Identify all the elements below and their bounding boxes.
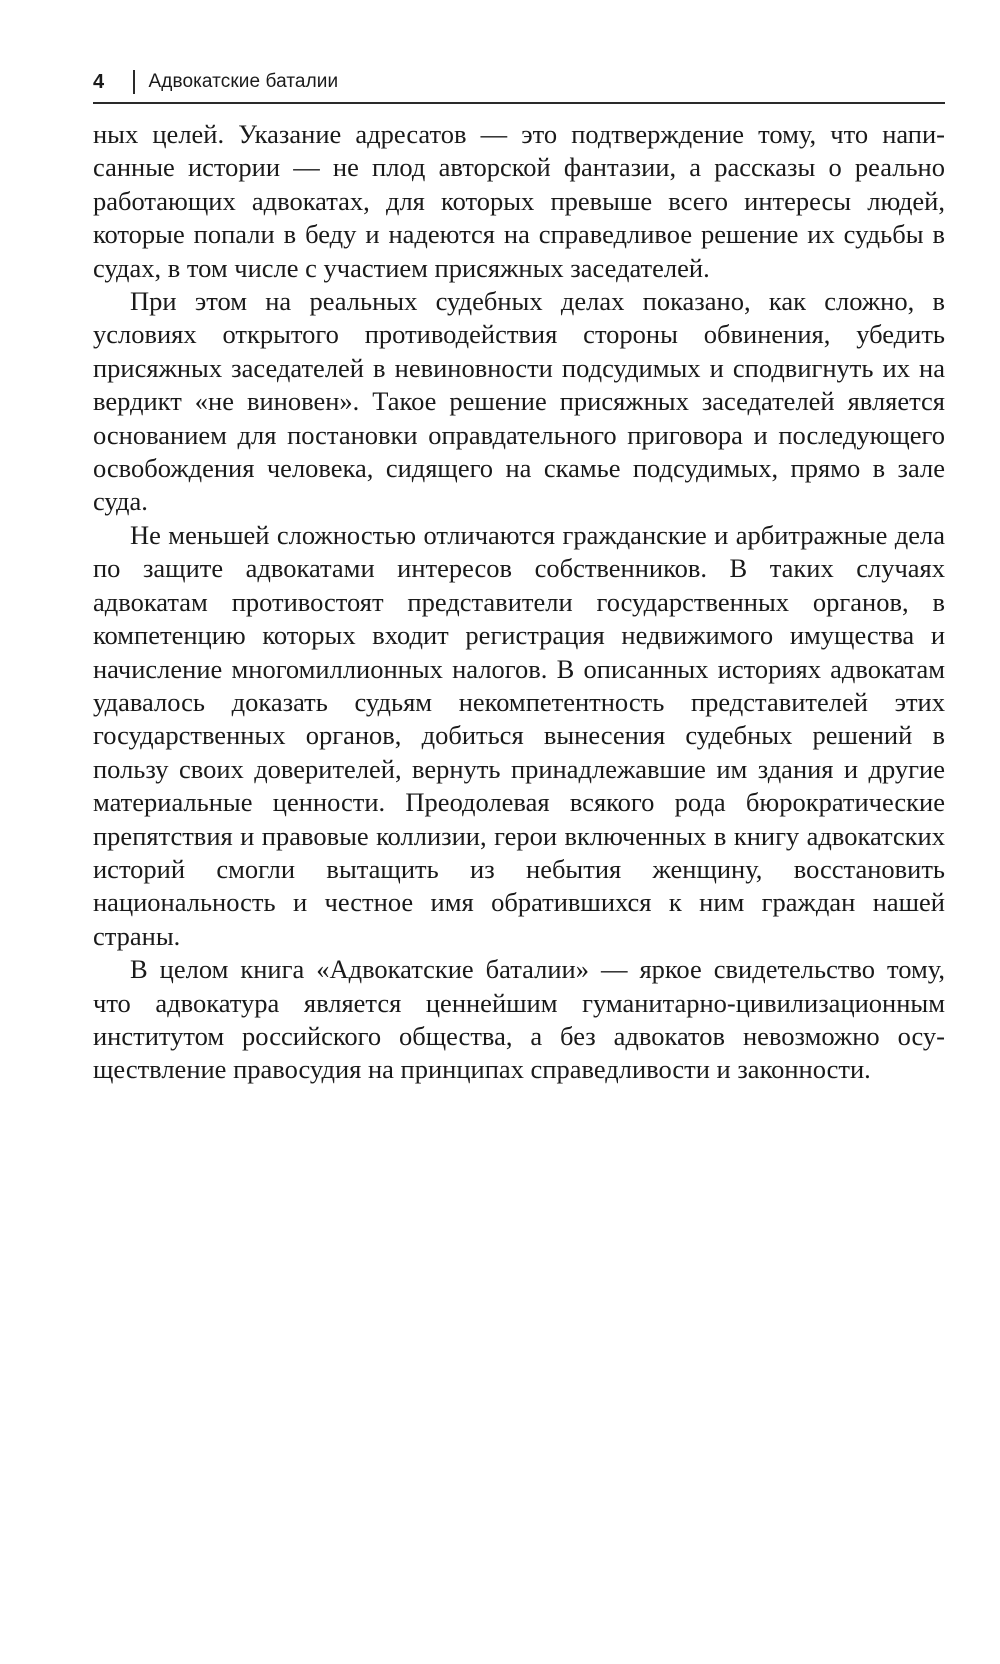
paragraph-2: При этом на реальных судебных делах показано, как сложно, в условиях открытого противодействия стороны обвинения, убедить присяжных заседателей в невиновности подсудимых и сподвигнуть их на вердикт «не виновен». Такое решение присяжных заседателей является основанием для постановки оправдательного приговора и последующего освобождения человека, сидящего на скамье подсудимых, прямо в зале суда. — [93, 286, 945, 517]
paragraph-4: В целом книга «Адвокатские баталии» — яркое свидетельство тому, что адвокатура является ценнейшим гуманитарно-цивилизационным институтом российского общества, а без адвокатов невозможно осуществление правосудия на принципах справедливости и законности. — [93, 954, 945, 1085]
header-divider — [133, 70, 135, 94]
running-title: Адвокатские баталии — [148, 71, 339, 92]
body-text — [93, 118, 945, 1087]
page-number: 4 — [93, 71, 105, 93]
paragraph-1: ных целей. Указание адресатов — это подтверждение тому, что написанные истории — не плод авторской фантазии, а рассказы о реально работающих адвокатах, для которых превыше всего интересы людей, которые попали в беду и надеются на справедливое решение их судьбы в судах, в том числе с участием присяжных заседателей. — [93, 119, 945, 283]
paragraph-3: Не меньшей сложностью отличаются гражданские и арбитражные дела по защите адвокатами интересов собственников. В таких случаях адвокатам противостоят представители государственных органов, в компетенцию которых входит регистрация недвижимого имущества и начисление многомиллионных налогов. В описанных историях адвокатам удавалось доказать судьям некомпетентность представителей этих государственных органов, добиться вынесения судебных решений в пользу своих доверителей, вернуть принадлежавшие им здания и другие материальные ценности. Преодолевая всякого рода бюрократические препятствия и правовые коллизии, герои включенных в книгу адвокатских историй смогли вытащить из небытия женщину, восстановить национальность и честное имя обратившихся к ним граждан нашей страны. — [93, 519, 945, 951]
running-header — [93, 62, 945, 104]
